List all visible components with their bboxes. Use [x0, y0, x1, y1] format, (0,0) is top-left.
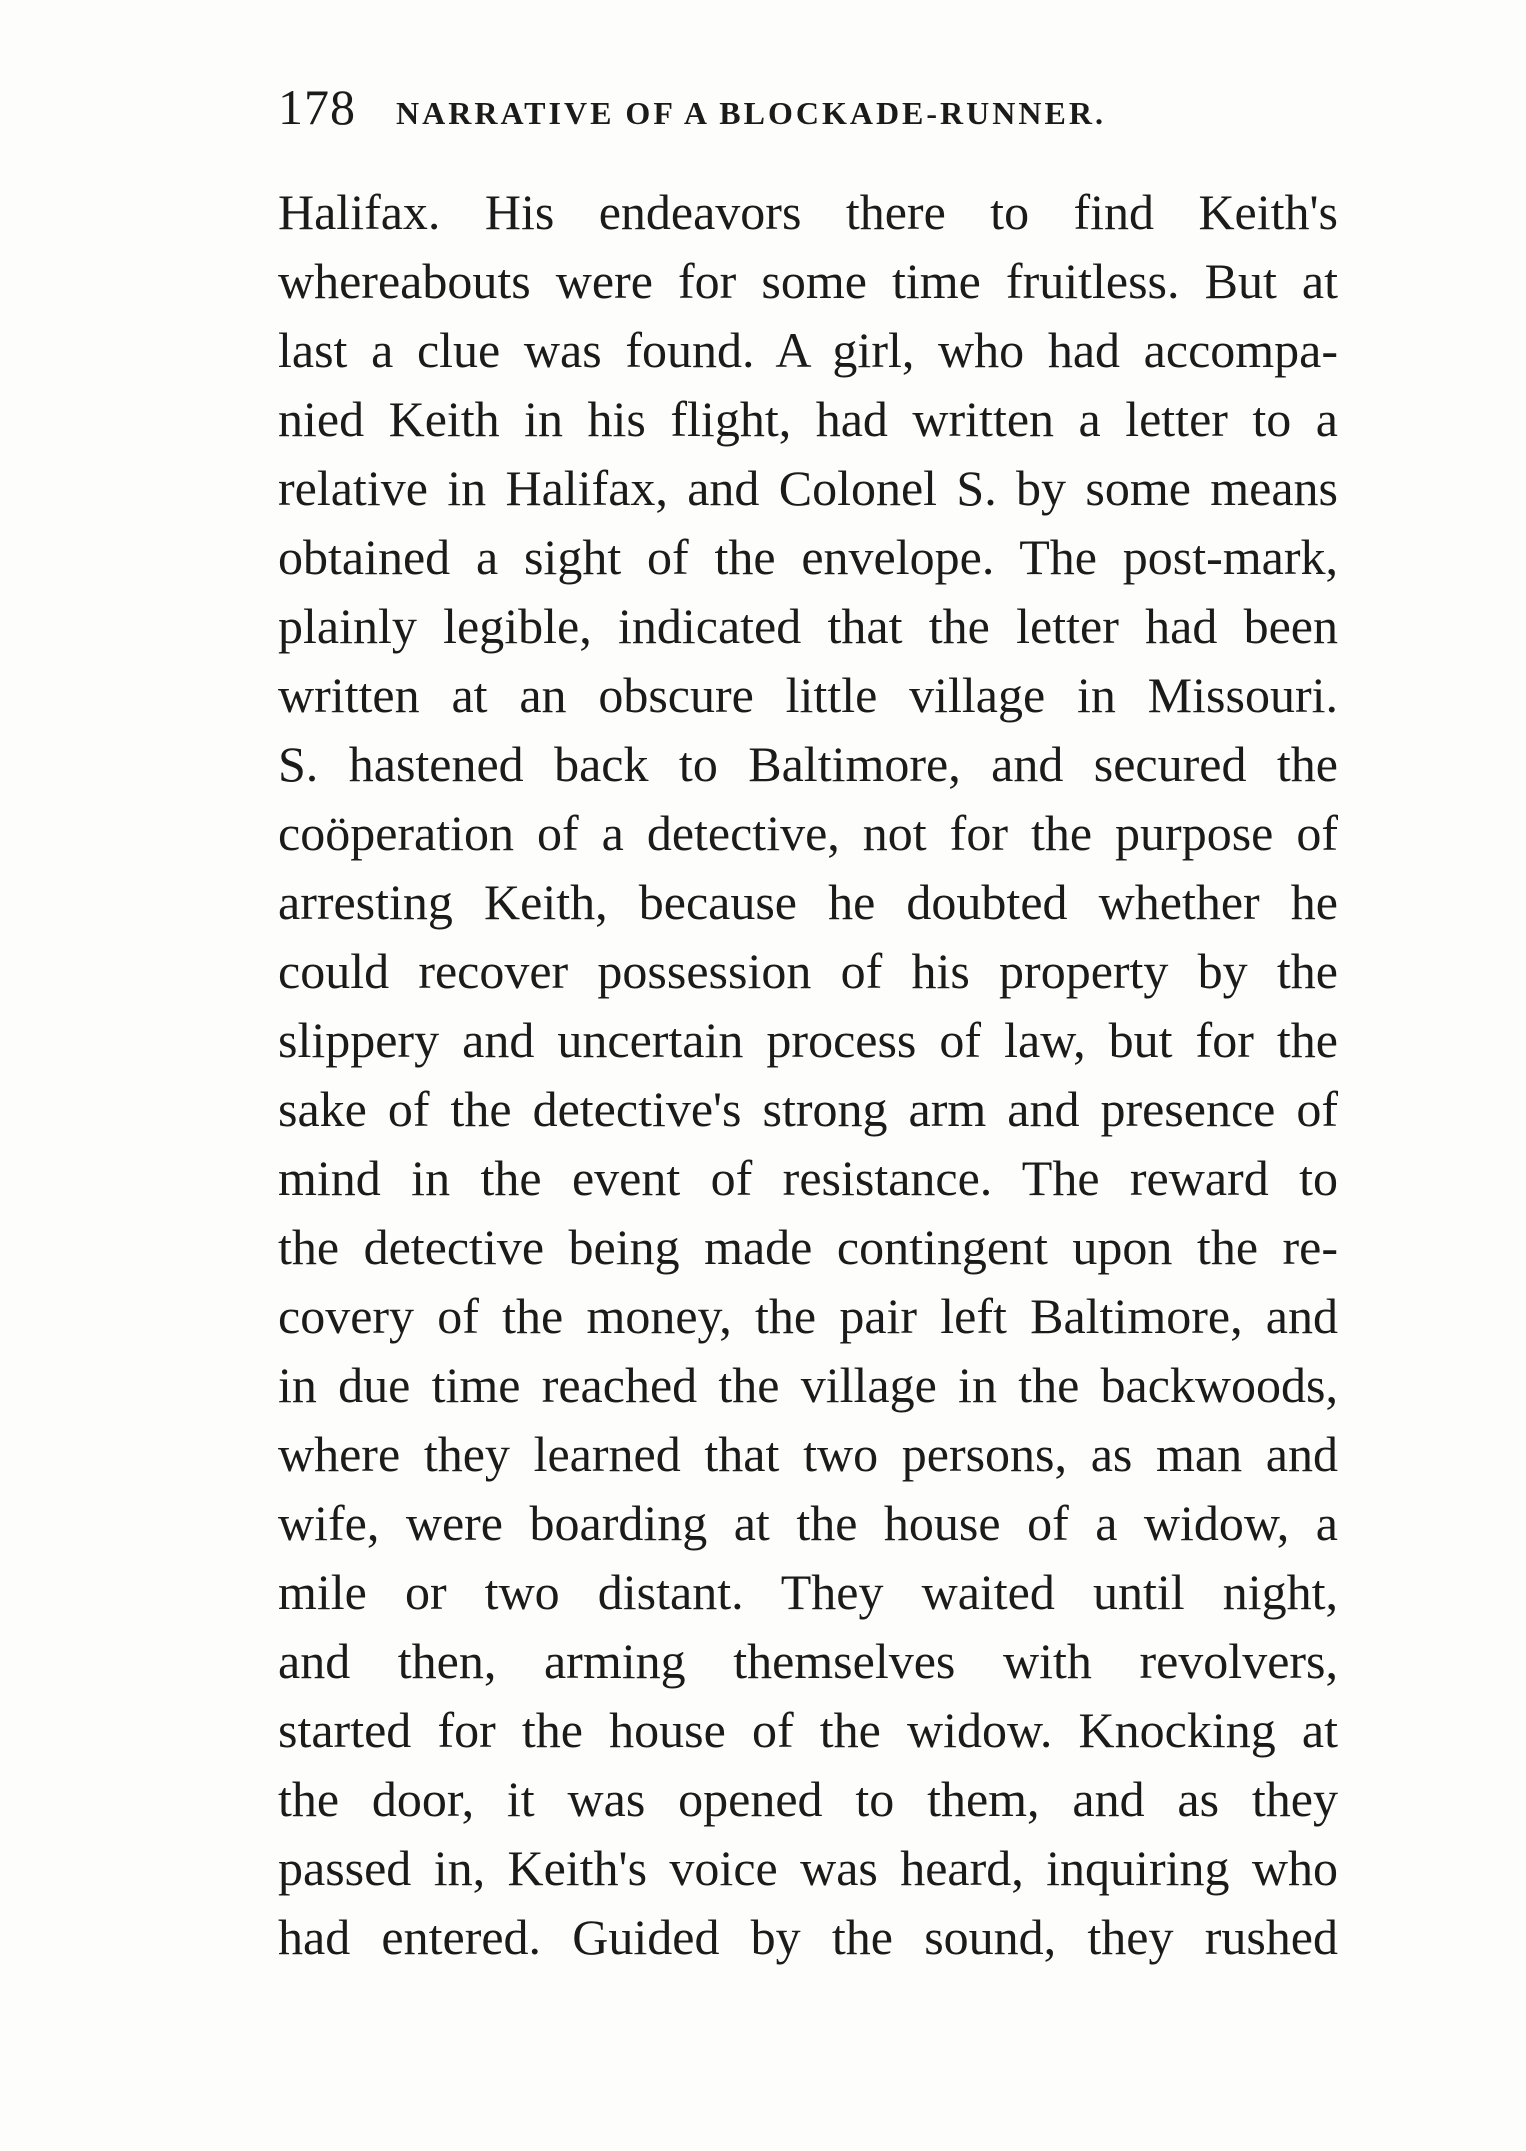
text-line: mile or two distant. They waited until night, — [278, 1564, 1338, 1620]
text-line: had entered. Guided by the sound, they rushed — [278, 1909, 1338, 1965]
text-line: could recover possession of his property by the — [278, 943, 1338, 999]
text-line: in due time reached the village in the backwoods, — [278, 1357, 1338, 1413]
text-line: covery of the money, the pair left Baltimore, and — [278, 1288, 1338, 1344]
text-line: arresting Keith, because he doubted whether he — [278, 874, 1338, 930]
text-line: whereabouts were for some time fruitless. But at — [278, 253, 1338, 309]
text-line: S. hastened back to Baltimore, and secured the — [278, 736, 1338, 792]
running-head — [278, 78, 1338, 148]
text-line: the door, it was opened to them, and as they — [278, 1771, 1338, 1827]
text-line: written at an obscure little village in Missouri. — [278, 667, 1338, 723]
page-number: 178 — [278, 79, 356, 135]
text-line: started for the house of the widow. Knocking at — [278, 1702, 1338, 1758]
text-line: the detective being made contingent upon the re- — [278, 1219, 1338, 1275]
text-line: last a clue was found. A girl, who had accompa- — [278, 322, 1338, 378]
text-line: coöperation of a detective, not for the purpose of — [278, 805, 1338, 861]
text-line: sake of the detective's strong arm and presence of — [278, 1081, 1338, 1137]
text-line: relative in Halifax, and Colonel S. by some means — [278, 460, 1338, 516]
text-line: slippery and uncertain process of law, but for the — [278, 1012, 1338, 1068]
text-line: nied Keith in his flight, had written a letter to a — [278, 391, 1338, 447]
text-line: wife, were boarding at the house of a widow, a — [278, 1495, 1338, 1551]
text-line: Halifax. His endeavors there to find Keith's — [278, 184, 1338, 240]
body-text — [278, 178, 1338, 1972]
text-line: passed in, Keith's voice was heard, inquiring who — [278, 1840, 1338, 1896]
text-line: where they learned that two persons, as man and — [278, 1426, 1338, 1482]
text-line: plainly legible, indicated that the letter had been — [278, 598, 1338, 654]
text-line: mind in the event of resistance. The reward to — [278, 1150, 1338, 1206]
text-line: obtained a sight of the envelope. The post-mark, — [278, 529, 1338, 585]
text-line: and then, arming themselves with revolvers, — [278, 1633, 1338, 1689]
running-title: NARRATIVE OF A BLOCKADE-RUNNER. — [396, 95, 1106, 131]
